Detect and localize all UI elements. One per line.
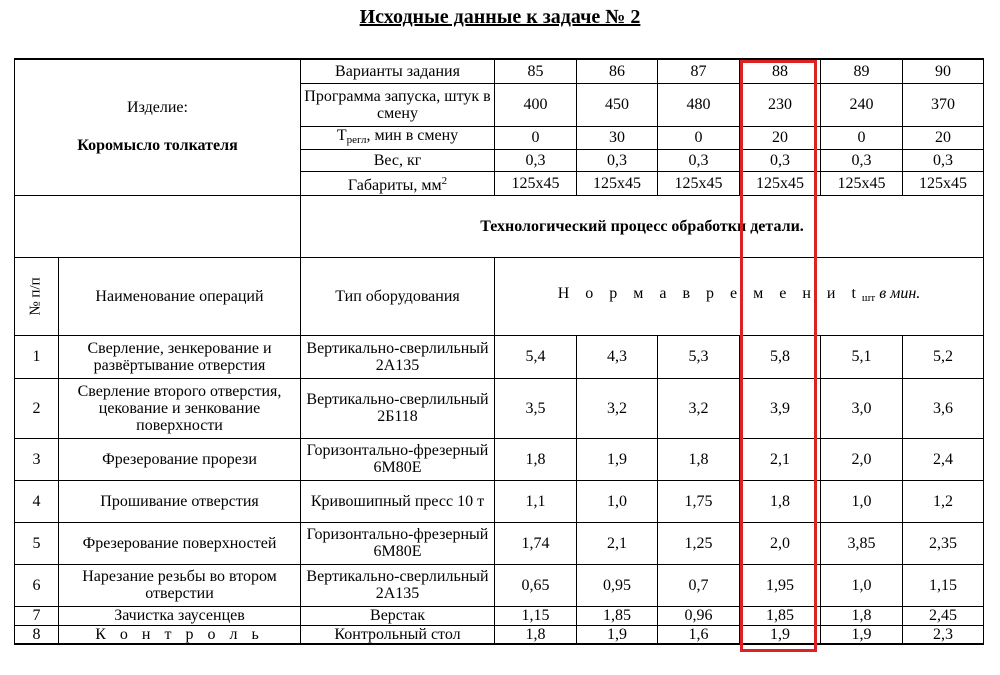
table-row xyxy=(15,625,984,644)
equipment-name: Кривошипный пресс 10 т xyxy=(301,480,495,522)
equipment-name: Вертикально-сверлильный 2А135 xyxy=(301,335,495,378)
norm-value: 2,1 xyxy=(740,438,821,480)
norm-value: 0,65 xyxy=(495,564,577,606)
weight-label: Вес, кг xyxy=(301,149,495,171)
norm-value: 3,5 xyxy=(495,378,577,438)
operation-name: К о н т р о л ь xyxy=(59,625,301,644)
norm-value: 1,15 xyxy=(903,564,984,606)
norm-value: 1,85 xyxy=(577,606,658,625)
norm-value: 1,8 xyxy=(821,606,903,625)
program-cell: 400 xyxy=(495,83,577,126)
treg-label: $T_{регл}$, мин в смену xyxy=(301,126,495,149)
norm-value: 1,74 xyxy=(495,522,577,564)
row-number: 2 xyxy=(15,378,59,438)
norm-value: 1,1 xyxy=(495,480,577,522)
variant-cell: 85 xyxy=(495,59,577,83)
program-cell: 370 xyxy=(903,83,984,126)
variant-cell: 86 xyxy=(577,59,658,83)
program-label: Программа запуска, штук в смену xyxy=(301,83,495,126)
norm-value: 1,25 xyxy=(658,522,740,564)
norm-value: 1,9 xyxy=(577,625,658,644)
norm-value: 1,95 xyxy=(740,564,821,606)
operation-name: Зачистка заусенцев xyxy=(59,606,301,625)
program-cell: 450 xyxy=(577,83,658,126)
norm-value: 1,6 xyxy=(658,625,740,644)
operation-name: Фрезерование поверхностей xyxy=(59,522,301,564)
page-title: Исходные данные к задаче № 2 xyxy=(359,6,641,28)
table-row xyxy=(15,438,984,480)
norm-value: 1,85 xyxy=(740,606,821,625)
norm-value: 3,0 xyxy=(821,378,903,438)
weight-cell: 0,3 xyxy=(903,149,984,171)
norm-value: 5,3 xyxy=(658,335,740,378)
norm-value: 3,2 xyxy=(577,378,658,438)
process-title: Технологический процесс обработки детали. xyxy=(301,195,984,257)
norm-value: 1,9 xyxy=(577,438,658,480)
norm-value: 0,7 xyxy=(658,564,740,606)
table-row xyxy=(15,564,984,606)
norm-value: 3,9 xyxy=(740,378,821,438)
equipment-name: Контрольный стол xyxy=(301,625,495,644)
dims-cell: 125х45 xyxy=(495,171,577,195)
program-cell: 230 xyxy=(740,83,821,126)
weight-cell: 0,3 xyxy=(495,149,577,171)
row-number: 3 xyxy=(15,438,59,480)
table-row xyxy=(15,335,984,378)
item-cell xyxy=(15,59,301,195)
dims-cell: 125х45 xyxy=(903,171,984,195)
norm-value: 2,3 xyxy=(903,625,984,644)
norm-value: 0,95 xyxy=(577,564,658,606)
operation-name: Сверление, зенкерование и развёртывание отверстия xyxy=(59,335,301,378)
norm-value: 3,6 xyxy=(903,378,984,438)
norm-value: 4,3 xyxy=(577,335,658,378)
operations-body xyxy=(15,335,984,644)
norm-value: 0,96 xyxy=(658,606,740,625)
norm-value: 3,2 xyxy=(658,378,740,438)
norm-value: 5,8 xyxy=(740,335,821,378)
norm-value: 1,9 xyxy=(740,625,821,644)
operation-name: Прошивание отверстия xyxy=(59,480,301,522)
norm-value: 1,8 xyxy=(495,438,577,480)
treg-cell: 30 xyxy=(577,126,658,149)
norm-value: 2,0 xyxy=(821,438,903,480)
row-number: 7 xyxy=(15,606,59,625)
variant-cell: 87 xyxy=(658,59,740,83)
treg-cell: 20 xyxy=(903,126,984,149)
dims-cell: 125х45 xyxy=(658,171,740,195)
norm-value: 5,4 xyxy=(495,335,577,378)
operation-name: Нарезание резьбы во втором отверстии xyxy=(59,564,301,606)
equipment-header: Тип оборудования xyxy=(301,257,495,335)
norm-value: 5,2 xyxy=(903,335,984,378)
variant-cell: 88 xyxy=(740,59,821,83)
dims-cell: 125х45 xyxy=(740,171,821,195)
num-header: № п/п xyxy=(15,257,59,335)
norm-value: 3,85 xyxy=(821,522,903,564)
row-number: 5 xyxy=(15,522,59,564)
norm-value: 1,8 xyxy=(495,625,577,644)
norm-value: 2,4 xyxy=(903,438,984,480)
operation-header: Наименование операций xyxy=(59,257,301,335)
operation-name: Фрезерование прорези xyxy=(59,438,301,480)
table-row xyxy=(15,606,984,625)
norm-value: 2,45 xyxy=(903,606,984,625)
program-cell: 480 xyxy=(658,83,740,126)
row-number: 8 xyxy=(15,625,59,644)
norm-value: 1,0 xyxy=(577,480,658,522)
program-cell: 240 xyxy=(821,83,903,126)
equipment-name: Верстак xyxy=(301,606,495,625)
weight-cell: 0,3 xyxy=(740,149,821,171)
row-number: 1 xyxy=(15,335,59,378)
blank-cell xyxy=(15,195,301,257)
norm-header: Н о р м а в р е м е н и $t_{шт}$ в мин. xyxy=(495,257,984,335)
equipment-name: Горизонтально-фрезерный 6М80Е xyxy=(301,438,495,480)
norm-value: 2,1 xyxy=(577,522,658,564)
item-label: Изделие: xyxy=(127,99,188,117)
equipment-name: Горизонтально-фрезерный 6М80Е xyxy=(301,522,495,564)
operation-name: Сверление второго отверстия, цекование и зенкование поверхности xyxy=(59,378,301,438)
norm-value: 1,8 xyxy=(658,438,740,480)
equipment-name: Вертикально-сверлильный 2Б118 xyxy=(301,378,495,438)
treg-cell: 0 xyxy=(495,126,577,149)
norm-value: 2,0 xyxy=(740,522,821,564)
table-row xyxy=(15,522,984,564)
variants-label: Варианты задания xyxy=(301,59,495,83)
variant-cell: 90 xyxy=(903,59,984,83)
treg-cell: 0 xyxy=(821,126,903,149)
treg-cell: 20 xyxy=(740,126,821,149)
weight-cell: 0,3 xyxy=(658,149,740,171)
norm-value: 1,2 xyxy=(903,480,984,522)
norm-value: 1,75 xyxy=(658,480,740,522)
norm-value: 1,9 xyxy=(821,625,903,644)
variant-cell: 89 xyxy=(821,59,903,83)
norm-value: 2,35 xyxy=(903,522,984,564)
norm-value: 1,0 xyxy=(821,564,903,606)
norm-value: 1,8 xyxy=(740,480,821,522)
norm-value: 5,1 xyxy=(821,335,903,378)
table-row xyxy=(15,378,984,438)
equipment-name: Вертикально-сверлильный 2А135 xyxy=(301,564,495,606)
row-number: 6 xyxy=(15,564,59,606)
data-table xyxy=(14,58,984,645)
treg-cell: 0 xyxy=(658,126,740,149)
norm-value: 1,0 xyxy=(821,480,903,522)
norm-value: 1,15 xyxy=(495,606,577,625)
item-name: Коромысло толкателя xyxy=(77,137,238,155)
dims-cell: 125х45 xyxy=(577,171,658,195)
table-row xyxy=(15,480,984,522)
weight-cell: 0,3 xyxy=(577,149,658,171)
weight-cell: 0,3 xyxy=(821,149,903,171)
dims-cell: 125х45 xyxy=(821,171,903,195)
row-number: 4 xyxy=(15,480,59,522)
dims-label: Габариты, $мм^2$ xyxy=(301,171,495,195)
